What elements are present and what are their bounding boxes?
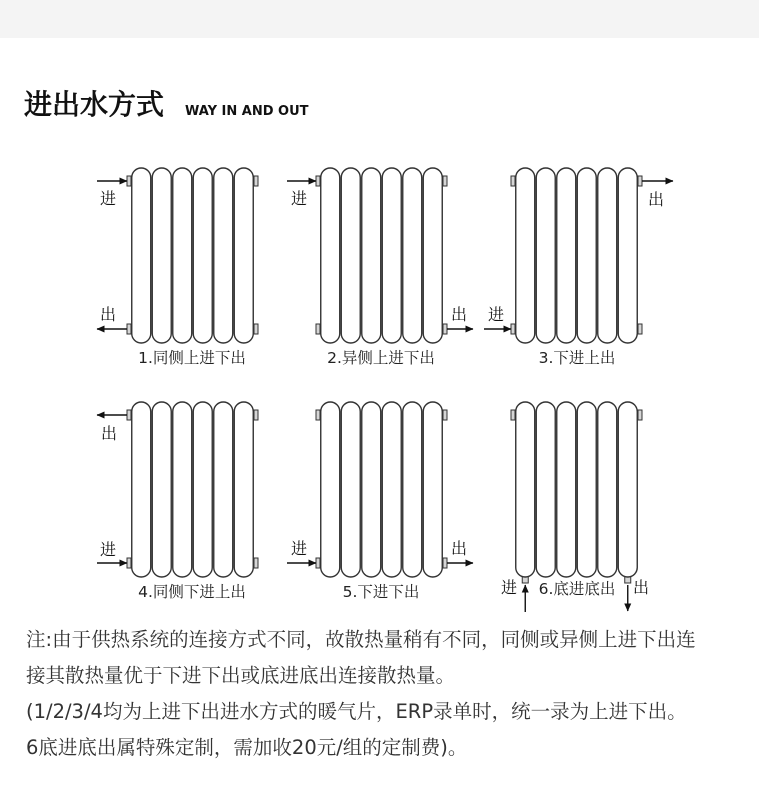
radiator-column <box>341 168 360 343</box>
radiator <box>316 402 447 577</box>
pipe-connector <box>127 410 131 420</box>
inlet-label: 进 <box>290 189 308 208</box>
radiator-column <box>132 402 151 577</box>
pipe-connector <box>316 324 320 334</box>
radiator-column <box>362 168 381 343</box>
diagram-caption: 2.异侧上进下出 <box>327 349 435 367</box>
note-line: 6底进底出属特殊定制，需加收20元/组的定制费)。 <box>26 736 468 759</box>
radiator <box>127 168 258 343</box>
radiator-column <box>132 168 151 343</box>
radiator-column <box>536 168 555 343</box>
radiator-column <box>234 168 253 343</box>
pipe-connector <box>638 410 642 420</box>
radiator-column <box>321 168 340 343</box>
pipe-connector <box>127 324 131 334</box>
outlet-label: 出 <box>100 424 118 443</box>
radiator-column <box>577 402 596 577</box>
radiator-column <box>598 402 617 577</box>
pipe-connector <box>511 324 515 334</box>
outlet-label: 出 <box>632 578 650 597</box>
radiator-column <box>516 402 535 577</box>
radiator <box>127 402 258 577</box>
pipe-connector <box>254 558 258 568</box>
pipe-connector <box>443 410 447 420</box>
radiator-column <box>173 168 192 343</box>
radiator-column <box>341 402 360 577</box>
radiator-column <box>382 402 401 577</box>
radiator-column <box>577 168 596 343</box>
diagram-3 <box>484 168 673 367</box>
pipe-connector <box>638 176 642 186</box>
pipe-connector <box>127 176 131 186</box>
pipe-connector <box>638 324 642 334</box>
radiator-column <box>152 168 171 343</box>
pipe-connector <box>316 176 320 186</box>
radiator-column <box>516 168 535 343</box>
radiator-column <box>193 168 212 343</box>
note-line: 接其散热量优于下进下出或底进底出连接散热量。 <box>26 664 456 687</box>
radiator-column <box>234 402 253 577</box>
pipe-connector <box>511 176 515 186</box>
inlet-label: 进 <box>99 189 117 208</box>
section-title: 进出水方式 <box>24 88 165 121</box>
pipe-connector <box>511 410 515 420</box>
radiator <box>511 168 642 343</box>
radiator-column <box>193 402 212 577</box>
radiator-column <box>403 402 422 577</box>
radiator-column <box>618 168 637 343</box>
pipe-connector <box>254 324 258 334</box>
pipe-connector <box>127 558 131 568</box>
radiator-column <box>403 168 422 343</box>
radiator-column <box>557 168 576 343</box>
inlet-label: 进 <box>290 539 308 558</box>
diagram-2 <box>287 168 473 367</box>
radiator-column <box>598 168 617 343</box>
radiator <box>511 402 642 583</box>
diagram-caption: 4.同侧下进上出 <box>138 583 246 601</box>
diagram-caption: 5.下进下出 <box>342 583 420 601</box>
pipe-connector <box>254 410 258 420</box>
pipe-connector <box>316 410 320 420</box>
pipe-connector <box>316 558 320 568</box>
radiator-column <box>152 402 171 577</box>
outlet-label: 出 <box>647 190 665 209</box>
radiator-column <box>321 402 340 577</box>
radiator-column <box>214 168 233 343</box>
diagram-caption: 3.下进上出 <box>538 349 616 367</box>
radiator-column <box>423 402 442 577</box>
outlet-label: 出 <box>99 305 117 324</box>
pipe-connector <box>443 176 447 186</box>
diagram-4 <box>97 402 258 601</box>
radiator-column <box>423 168 442 343</box>
section-subtitle: WAY IN AND OUT <box>185 104 309 119</box>
diagram-5 <box>287 402 473 601</box>
radiator-column <box>214 402 233 577</box>
diagram-caption: 1.同侧上进下出 <box>138 349 246 367</box>
radiator-column <box>536 402 555 577</box>
diagram-caption: 6.底进底出 <box>538 580 616 598</box>
pipe-connector <box>443 558 447 568</box>
radiator-column <box>173 402 192 577</box>
pipe-connector <box>443 324 447 334</box>
radiator-column <box>618 402 637 577</box>
outlet-label: 出 <box>450 539 468 558</box>
note-line: 注:由于供热系统的连接方式不同，故散热量稍有不同，同侧或异侧上进下出连 <box>26 628 696 651</box>
inlet-label: 进 <box>500 578 518 597</box>
radiator-column <box>557 402 576 577</box>
radiator <box>316 168 447 343</box>
inlet-label: 进 <box>487 305 505 324</box>
radiator-column <box>382 168 401 343</box>
note-line: (1/2/3/4均为上进下出进水方式的暖气片，ERP录单时，统一录为上进下出。 <box>26 700 687 723</box>
notes <box>26 622 751 766</box>
radiator-column <box>362 402 381 577</box>
inlet-label: 进 <box>99 540 117 559</box>
outlet-label: 出 <box>450 305 468 324</box>
pipe-connector <box>254 176 258 186</box>
diagram-1 <box>97 168 258 367</box>
diagram-6 <box>501 402 649 612</box>
